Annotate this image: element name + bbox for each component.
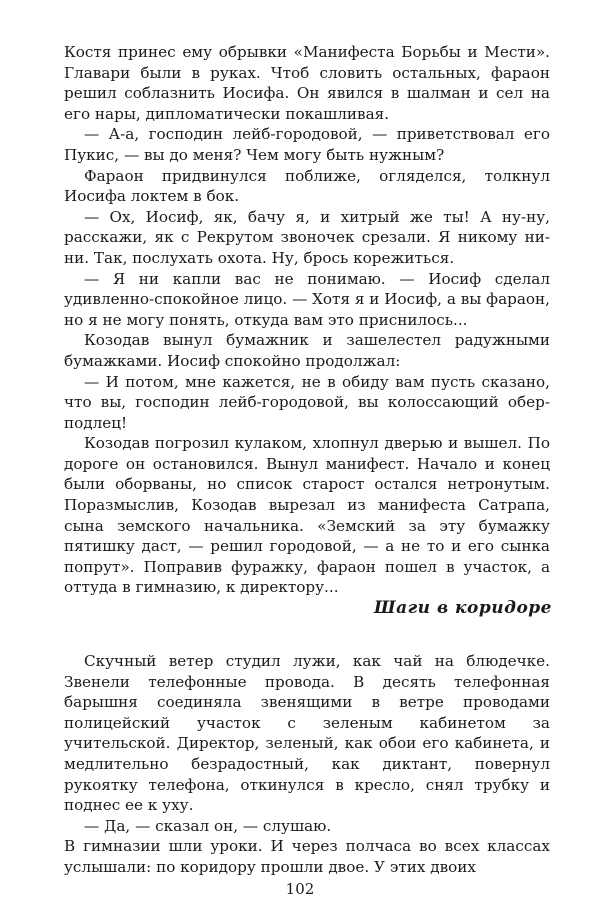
paragraph: — И потом, мне кажется, не в обиду вам пусть сказано, что вы, господин лейб-городовой, вы колоссающий обер-подлец! (64, 372, 550, 432)
paragraph: Скучный ветер студил лужи, как чай на блюдечке. Звенели телефонные провода. В десять телефонная барышня соединяла звенящими в ветре проводами полицейский участок с зеленым кабинетом за учительской. Директор, зеленый, как обои его кабинета, и медлительно безрадостный, как диктант, повернул рукоятку телефона, откинулся в кресло, снял трубку и поднес ее к уху. (64, 652, 550, 815)
paragraph: В гимназии шли уроки. И через полчаса во всех классах услышали: по коридору прошли двое. У этих двоих (64, 837, 550, 876)
text-block-top (64, 42, 550, 598)
paragraph: Козодав вынул бумажник и зашелестел радужными бумажками. Иосиф спокойно продолжал: (64, 331, 550, 370)
section-heading: Шаги в коридоре (374, 598, 552, 618)
paragraph: — А-а, господин лейб-городовой, — приветствовал его Пукис, — вы до меня? Чем могу быть нужным? (64, 125, 550, 164)
paragraph: — Да, — сказал он, — слушаю. (84, 816, 332, 835)
paragraph: Фараон придвинулся поближе, огляделся, толкнул Иосифа локтем в бок. (64, 166, 550, 206)
page-number: 102 (285, 880, 315, 898)
text-block-bottom (64, 651, 550, 878)
paragraph: — Ох, Иосиф, як, бачу я, и хитрый же ты! А ну-ну, расскажи, як с Рекрутом звоночек срезали. Я никому ни-ни. Так, послухать охота. Ну, брось корежиться. (64, 207, 550, 267)
paragraph: — Я ни капли вас не понимаю. — Иосиф сделал удивленно-спокойное лицо. — Хотя я и Иосиф, а вы фараон, но я не могу понять, откуда вам это приснилось... (64, 269, 550, 329)
paragraph: Козодав погрозил кулаком, хлопнул дверью и вышел. По дороге он остановился. Вынул манифест. Начало и конец были оборваны, но список старост остался нетронутым. Поразмыслив, Козодав вырезал из манифеста Сатрапа, сына земского начальника. «Земский за эту бумажку пятишку даст, — решил городовой, — а не то и его сынка попрут». Поправив фуражку, фараон пошел в участок, а оттуда в гимназию, к директору... (64, 434, 550, 597)
paragraph: Костя принес ему обрывки «Манифеста Борьбы и Мести». Главари были в руках. Чтоб словить остальных, фараон решил соблазнить Иосифа. Он явился в шалман и сел на его нары, дипломатически покашливая. (64, 43, 550, 123)
